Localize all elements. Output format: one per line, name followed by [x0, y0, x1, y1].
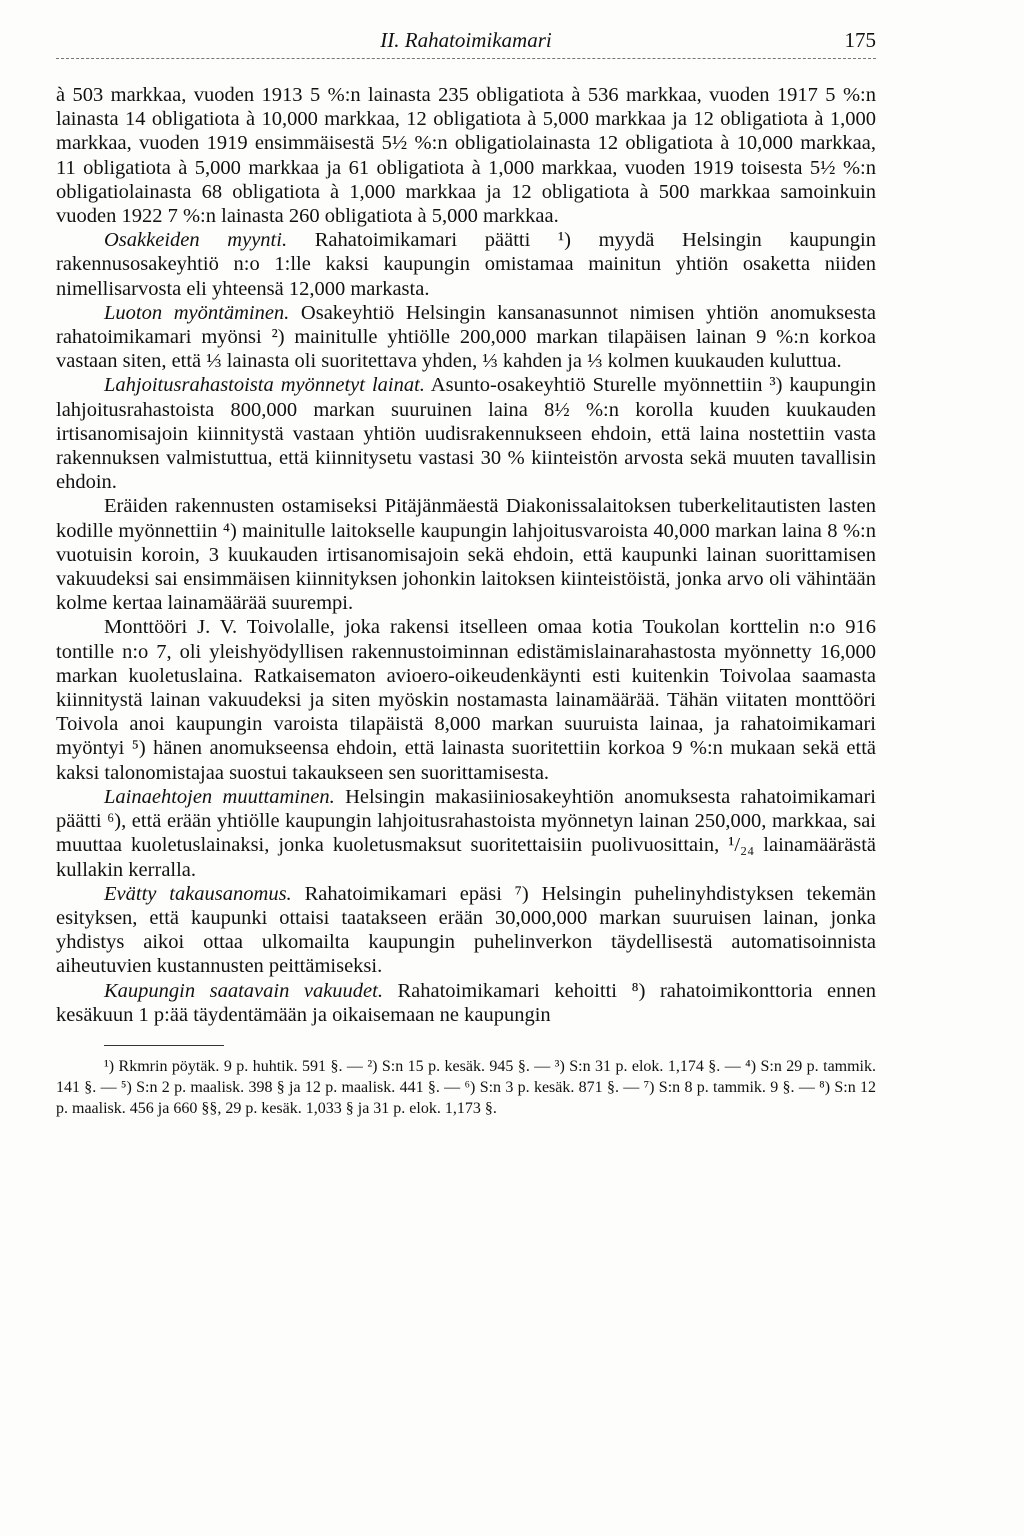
- section-heading: Lainaehtojen muuttaminen.: [104, 785, 335, 808]
- paragraph: [56, 882, 876, 979]
- document-page: [56, 22, 876, 1119]
- section-heading: Kaupungin saatavain vakuudet.: [104, 979, 383, 1002]
- page-number: 175: [844, 28, 876, 52]
- paragraph-text: Helsingin makasiiniosakeyhtiön anomuksesta rahatoimikamari päätti ⁶), että erään yhtiölle kaupungin lahjoitusrahastoista myönnetyn lainan 250,000, markkaa, sai muuttaa kuoletuslainaksi, jonka kuoletusmaksut suoritettaisiin puolivuosittain, ¹/₂₄ lainamäärästä kullakin kerralla.: [56, 785, 877, 881]
- section-heading: Evätty takausanomus.: [104, 882, 292, 905]
- paragraph-text: Rahatoimikamari päätti ¹) myydä Helsingin kaupungin rakennusosakeyhtiö n:o 1:lle kaksi kaupungin omistamaa mainitun yhtiön osaketta niiden nimellisarvosta eli yhteensä 12,000 markasta.: [56, 229, 876, 300]
- paragraph: [56, 83, 876, 228]
- section-heading: Luoton myöntäminen.: [104, 301, 290, 324]
- header-rule: [56, 58, 876, 59]
- footnotes: [56, 1056, 876, 1119]
- paragraph: [56, 301, 876, 374]
- paragraph-text: Asunto-osakeyhtiö Sturelle myönnettiin ³) kaupungin lahjoitusrahastoista 800,000 markan suuruinen laina 8½ %:n korolla kuuden kuukauden irtisanomisajoin kiinnitystä vastaan yhtiön uudisrakennukseen ehdoin, että laina nostettiin vasta rakennuksen valmistuttua, että kiinnitysetu vastasi 30 % kiinteistön arvosta sekä muuten tavallisin ehdoin.: [56, 374, 876, 494]
- running-header: [56, 22, 876, 58]
- section-heading: Osakkeiden myynti.: [104, 229, 288, 252]
- section-heading: Lahjoitusrahastoista myönnetyt lainat.: [104, 374, 425, 397]
- footnote-rule: [104, 1045, 224, 1046]
- paragraph-text: Rahatoimikamari epäsi ⁷) Helsingin puhelinyhdistyksen tekemän esityksen, että kaupunki ottaisi taatakseen erään 30,000,000 markan suuruisen lainan, jonka yhdistys aikoi ottaa ulkomailta kaupungin puhelinverkon täydellisestä automatisoinnista aiheutuvien kustannusten peittämiseksi.: [56, 882, 876, 978]
- paragraph-text: Monttööri J. V. Toivolalle, joka rakensi itselleen omaa kotia Toukolan korttelin n:o 916 tontille n:o 7, oli yleishyödyllisen rakennustoiminnan edistämislainarahastosta myönnetty 16,000 markan kuoletuslaina. Ratkaisematon avioero-oikeudenkäynti esti kuitenkin Toivolaa saamasta kiinnitystä lainan vakuudeksi ja siten myöskin nostamasta lainamäärää. Tähän viitaten monttööri Toivola anoi kaupungin varoista tilapäistä 8,000 markan suuruista lainaa, ja rahatoimikamari myöntyi ⁵) hänen anomukseensa ehdoin, että lainasta suoritettiin korkoa 9 %:n mukaan sekä että kaksi talonomistajaa suostui takaukseen sen suorittamisesta.: [56, 616, 876, 784]
- paragraph-text: Rahatoimikamari kehoitti ⁸) rahatoimikonttoria ennen kesäkuun 1 p:ää täydentämään ja oikaisemaan ne kaupungin: [56, 979, 876, 1026]
- paragraph: [56, 494, 876, 615]
- footnote-text: ¹) Rkmrin pöytäk. 9 p. huhtik. 591 §. — ²) S:n 15 p. kesäk. 945 §. — ³) S:n 31 p. elok. 1,174 §. — ⁴) S:n 29 p. tammik. 141 §. — ⁵) S:n 2 p. maalisk. 398 § ja 12 p. maalisk. 441 §. — ⁶) S:n 3 p. kesäk. 871 §. — ⁷) S:n 8 p. tammik. 9 §. — ⁸) S:n 12 p. maalisk. 456 ja 660 §§, 29 p. kesäk. 1,033 § ja 31 p. elok. 1,173 §.: [56, 1057, 876, 1117]
- body-text: [56, 83, 876, 1027]
- paragraph-text: Eräiden rakennusten ostamiseksi Pitäjänmäestä Diakonissalaitoksen tuberkelitautisten lasten kodille myönnettiin ⁴) mainitulle laitokselle kaupungin lahjoitusvaroista 40,000 markan laina 8 %:n vuotuisin koroin, 3 kuukauden irtisanomisajoin sekä ehdoin, että kaupunki lainan suorittamisen vakuudeksi sai ensimmäisen kiinnityksen johonkin laitoksen kiinteistöistä, jonka arvo oli vähintään kolme kertaa lainamäärää suurempi.: [56, 495, 876, 615]
- paragraph: [56, 785, 876, 882]
- running-title: II. Rahatoimikamari: [380, 28, 552, 52]
- paragraph: [56, 979, 876, 1027]
- paragraph-text: à 503 markkaa, vuoden 1913 5 %:n lainasta 235 obligatiota à 536 markkaa, vuoden 1917 5 %:n lainasta 14 obligatiota à 10,000 markkaa, 12 obligatiota à 5,000 markkaa ja 12 obligatiota à 1,000 markkaa, vuoden 1919 ensimmäisestä 5½ %:n obligatiolainasta 12 obligatiota à 10,000 markkaa, 11 obligatiota à 5,000 markkaa ja 61 obligatiota à 1,000 markkaa, vuoden 1919 toisesta 5½ %:n obligatiolainasta 68 obligatiota à 1,000 markkaa ja 12 obligatiota à 500 markkaa samoinkuin vuoden 1922 7 %:n lainasta 260 obligatiota à 5,000 markkaa.: [56, 84, 876, 228]
- paragraph-text: Osakeyhtiö Helsingin kansanasunnot nimisen yhtiön anomuksesta rahatoimikamari myönsi ²) mainitulle yhtiölle 200,000 markan tilapäisen lainan 9 %:n korkoa vastaan siten, että ⅓ lainasta oli suoritettava yhden, ⅓ kahden ja ⅓ kolmen kuukauden kuluttua.: [56, 301, 877, 373]
- paragraph: [56, 615, 876, 784]
- paragraph: [56, 373, 876, 494]
- paragraph: [56, 228, 876, 301]
